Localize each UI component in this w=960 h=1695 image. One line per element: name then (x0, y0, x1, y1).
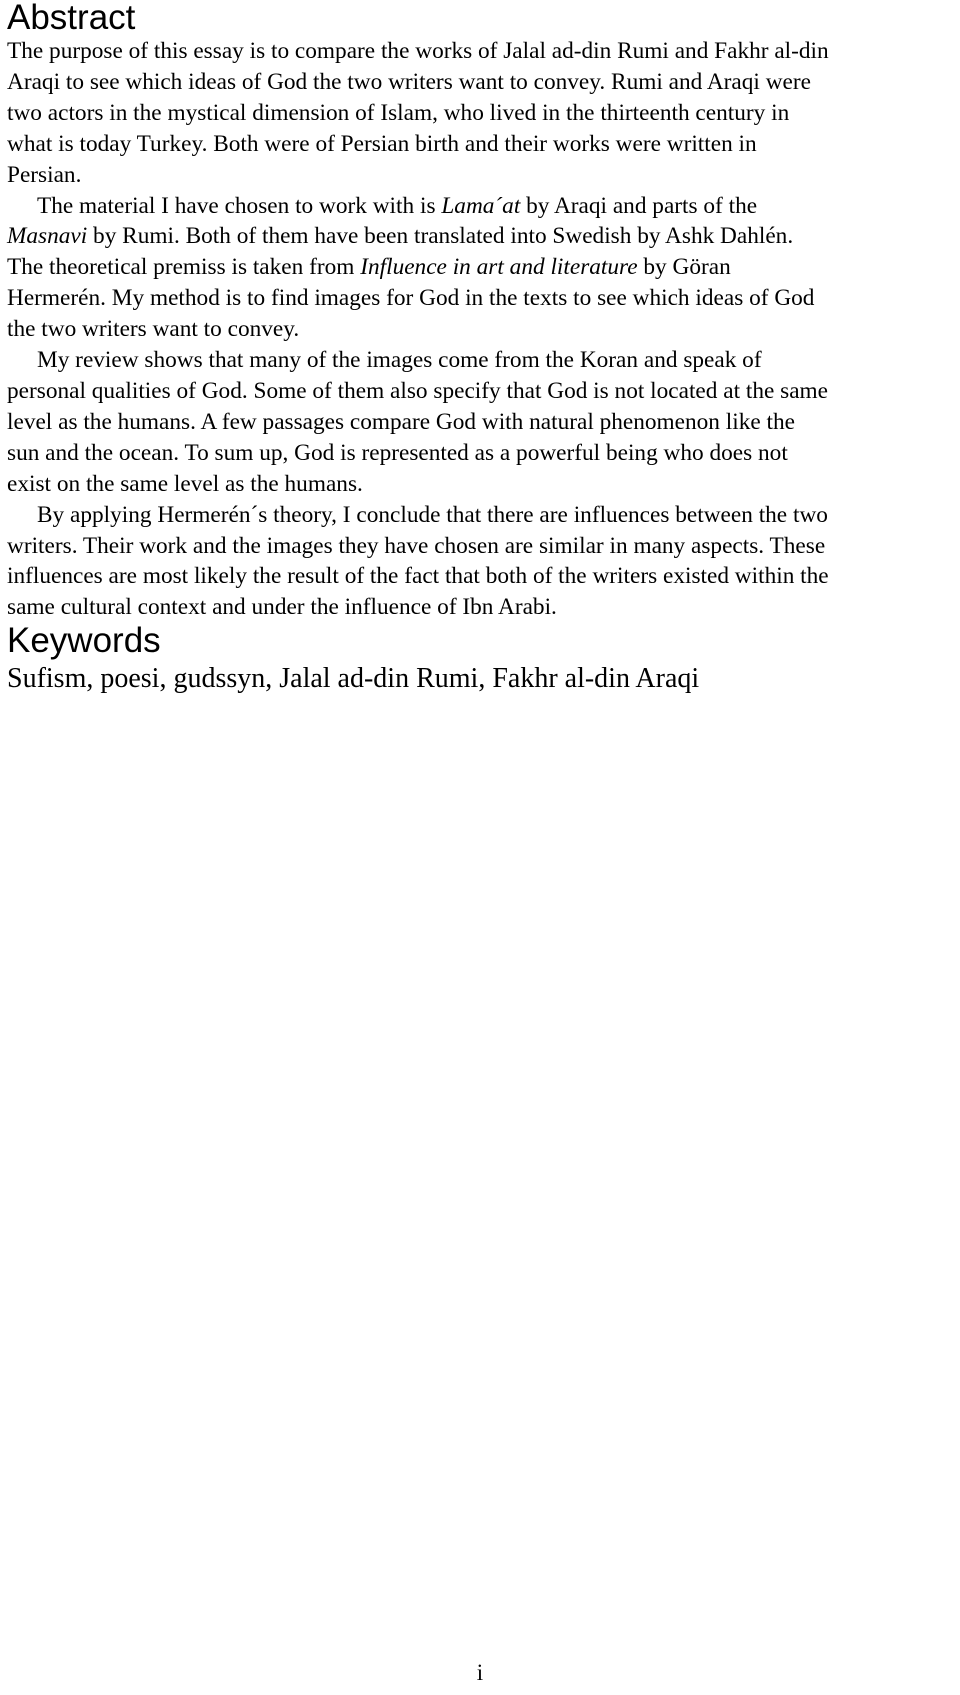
text-segment: by Rumi. Both of them have been translated into Swedish by Ashk Dahlén. (87, 223, 794, 250)
text-line (7, 221, 957, 252)
text-line: same cultural context and under the influence of Ibn Arabi. (7, 594, 557, 621)
abstract-paragraph-2 (7, 191, 957, 346)
text-line: Hermerén. My method is to find images for God in the texts to see which ideas of God (7, 285, 815, 312)
text-line: My review shows that many of the images come from the Koran and speak of (37, 347, 762, 374)
text-line: level as the humans. A few passages compare God with natural phenomenon like the (7, 408, 795, 435)
text-line: two actors in the mystical dimension of Islam, who lived in the thirteenth century in (7, 99, 790, 126)
abstract-heading: Abstract (7, 0, 136, 37)
text-line: sun and the ocean. To sum up, God is represented as a powerful being who does not (7, 439, 788, 466)
work-title-influence: Influence in art and literature (360, 254, 638, 281)
text-segment: by Göran (637, 254, 731, 281)
abstract-body (7, 36, 957, 623)
page-number: i (476, 1660, 484, 1685)
abstract-paragraph-4 (7, 500, 957, 624)
document-page (7, 0, 957, 697)
text-line: Araqi to see which ideas of God the two writers want to convey. Rumi and Araqi were (7, 68, 811, 95)
keywords-heading: Keywords (7, 621, 161, 661)
text-line (7, 191, 957, 222)
text-line: The purpose of this essay is to compare the works of Jalal ad-din Rumi and Fakhr al-din (7, 38, 829, 64)
text-segment: The theoretical premiss is taken from (7, 254, 361, 281)
text-line: By applying Hermerén´s theory, I conclude that there are influences between the two (37, 501, 828, 528)
abstract-paragraph-1 (7, 36, 957, 191)
abstract-paragraph-3 (7, 345, 957, 500)
text-line: influences are most likely the result of the fact that both of the writers existed within the (7, 563, 829, 590)
text-line: what is today Turkey. Both were of Persian birth and their works were written in (7, 130, 757, 157)
text-segment: The material I have chosen to work with is (37, 192, 442, 219)
text-line: the two writers want to convey. (7, 316, 300, 343)
text-line (7, 252, 957, 283)
text-segment: by Araqi and parts of the (520, 192, 758, 219)
text-line: writers. Their work and the images they have chosen are similar in many aspects. These (7, 532, 826, 559)
work-title-masnavi: Masnavi (7, 223, 88, 250)
text-line: exist on the same level as the humans. (7, 470, 363, 497)
work-title-lamaat: Lama´at (441, 192, 521, 219)
text-line: Persian. (7, 161, 82, 188)
keywords-list: Sufism, poesi, gudssyn, Jalal ad-din Rumi, Fakhr al-din Araqi (7, 663, 700, 695)
text-line: personal qualities of God. Some of them also specify that God is not located at the same (7, 377, 829, 404)
